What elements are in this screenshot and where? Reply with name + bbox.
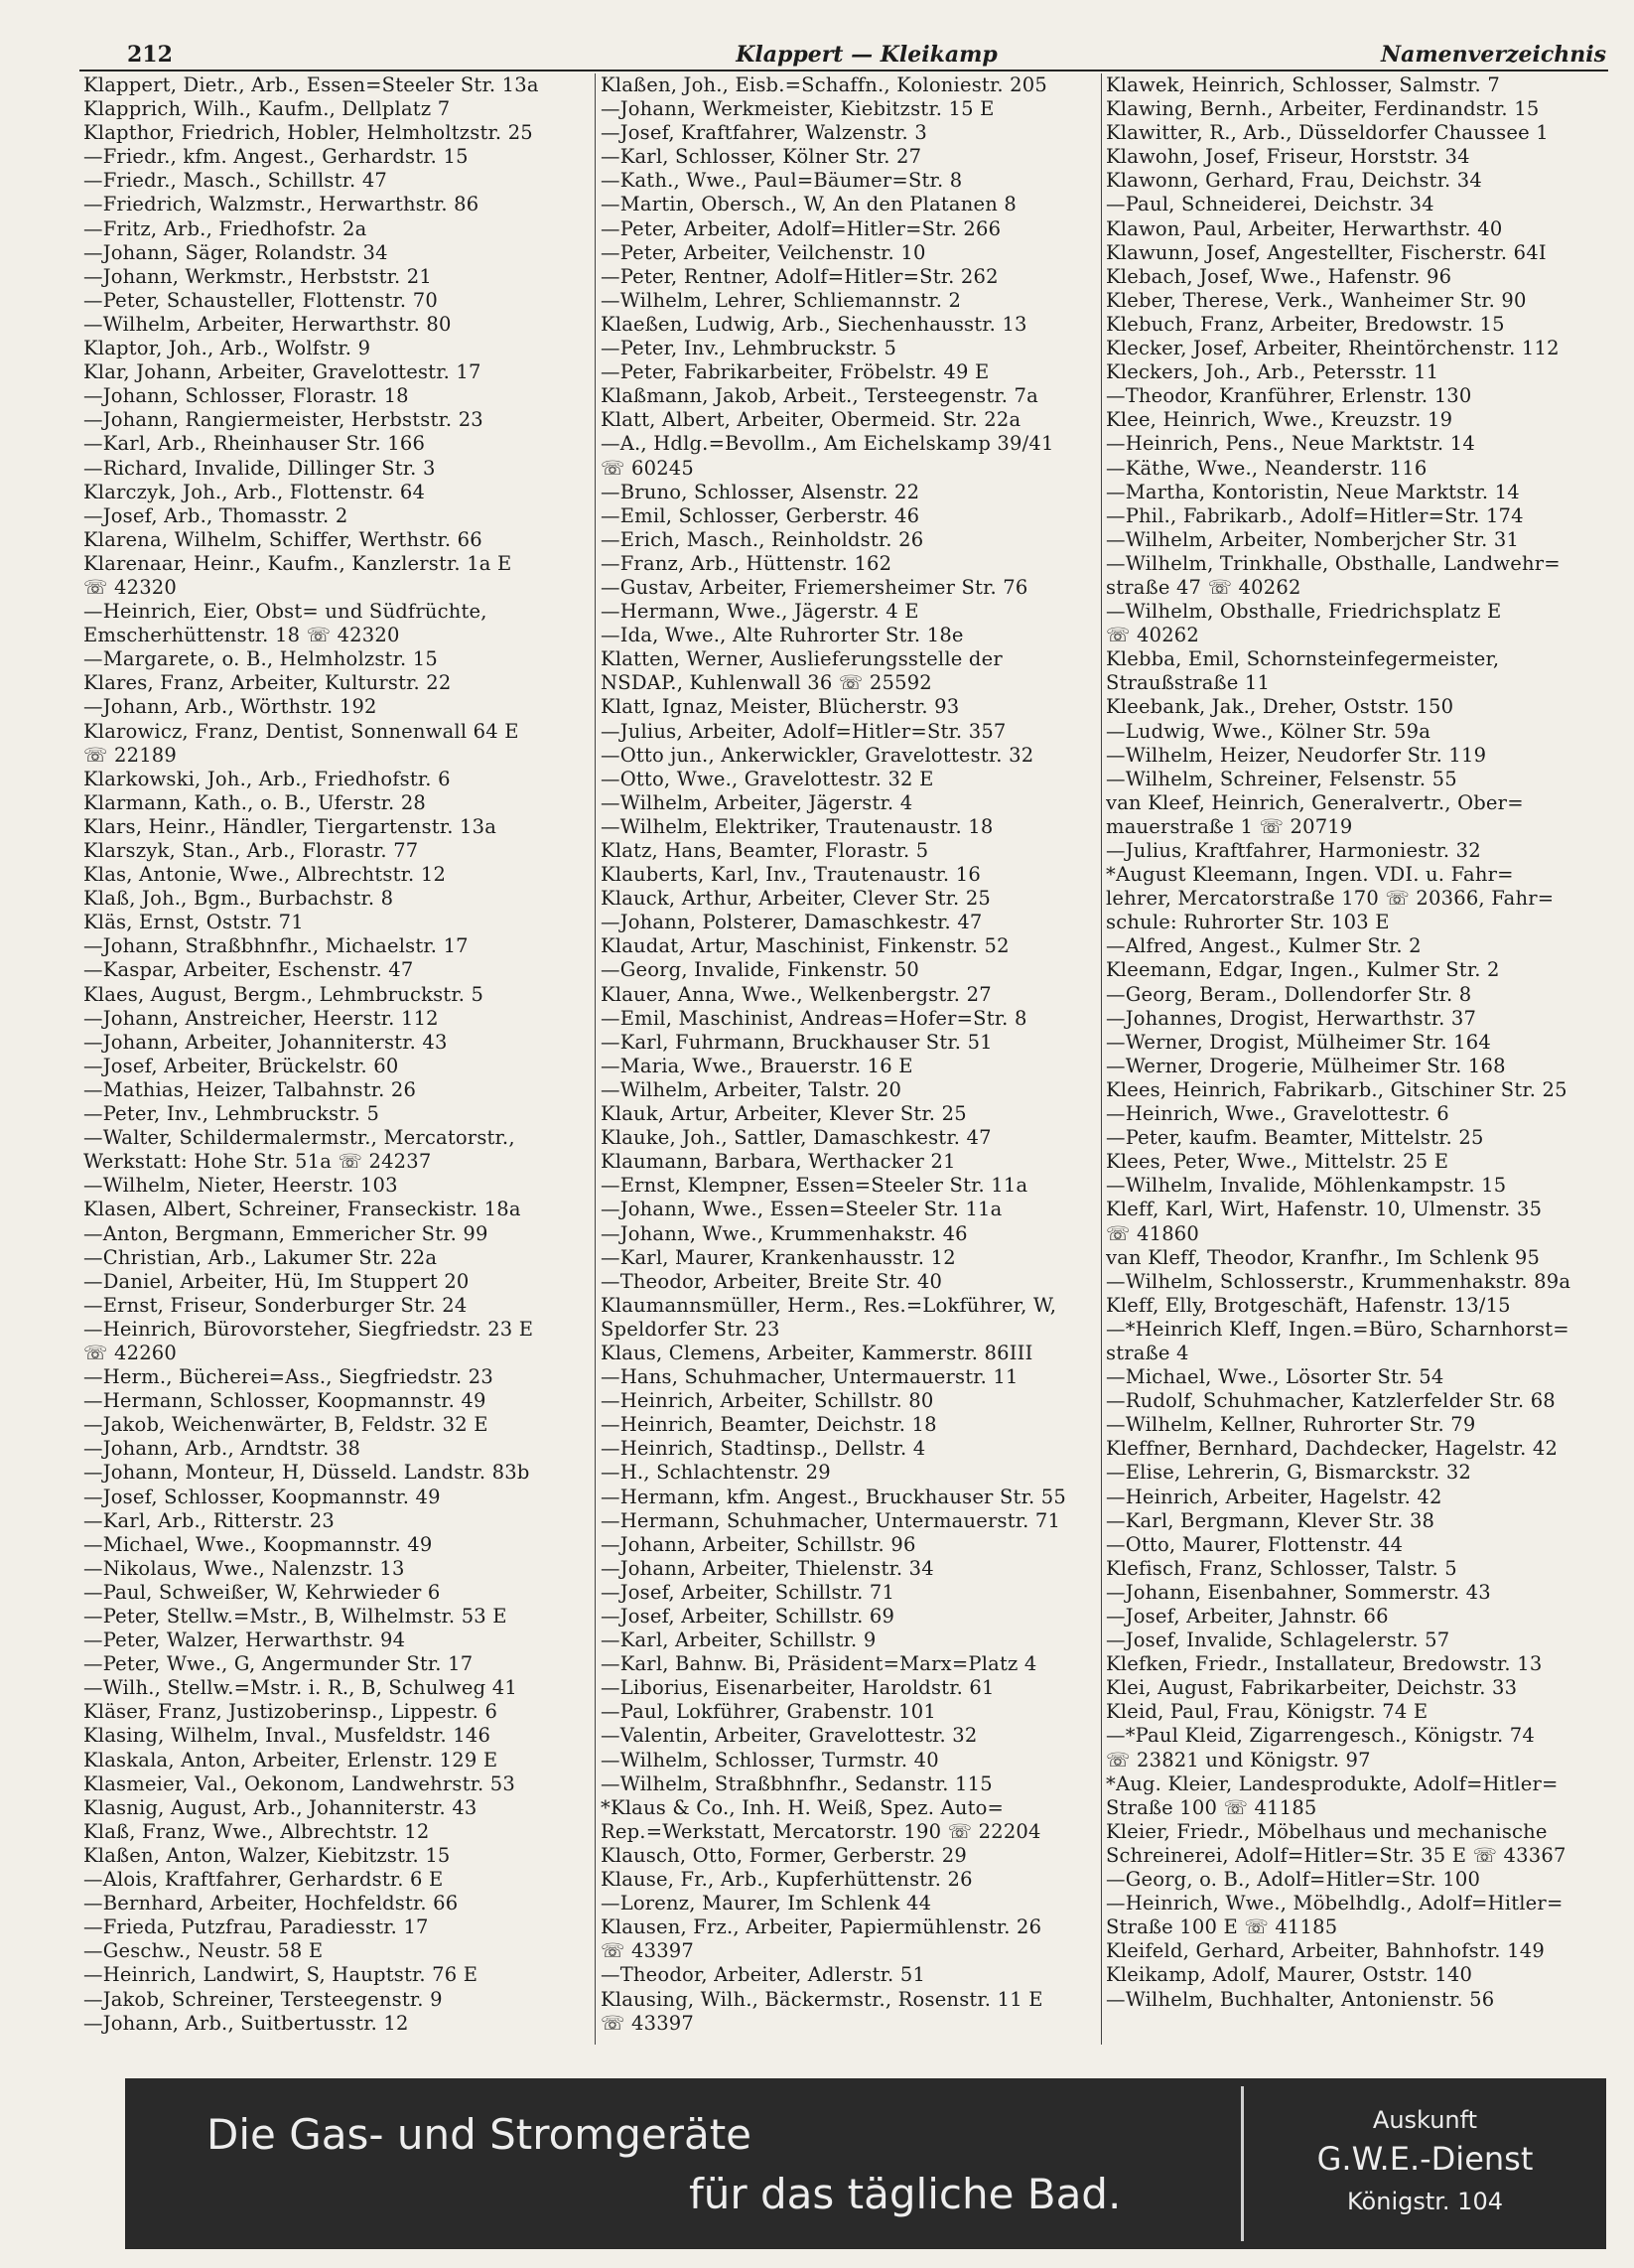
name-range: Klappert — Kleikamp [736, 42, 998, 68]
directory-entry: —Wilhelm, Trinkhalle, Obsthalle, Landwehr= [1106, 551, 1561, 575]
directory-entry: —Wilhelm, Buchhalter, Antonienstr. 56 [1106, 1987, 1495, 2011]
directory-entry: —Ida, Wwe., Alte Ruhrorter Str. 18e [601, 624, 964, 647]
directory-entry: —Jakob, Weichenwärter, B, Feldstr. 32 E [83, 1413, 488, 1437]
directory-entry: Klappert, Dietr., Arb., Essen=Steeler Str. 13a [83, 73, 539, 96]
directory-entry: Kleff, Karl, Wirt, Hafenstr. 10, Ulmenstr. 35 [1106, 1198, 1543, 1221]
directory-entry: —Hans, Schuhmacher, Untermauerstr. 11 [601, 1365, 1019, 1389]
directory-entry: Schreinerei, Adolf=Hitler=Str. 35 E ☏ 43367 [1106, 1843, 1566, 1867]
directory-entry: —Michael, Wwe., Lösorter Str. 54 [1106, 1365, 1444, 1389]
directory-entry: —H., Schlachtenstr. 29 [601, 1461, 831, 1485]
directory-entry: —Heinrich, Arbeiter, Schillstr. 80 [601, 1389, 934, 1413]
column-3 [1106, 73, 1614, 2050]
directory-entry: Klawohn, Josef, Friseur, Horststr. 34 [1106, 145, 1470, 169]
directory-entry: Klars, Heinr., Händler, Tiergartenstr. 13a [83, 814, 497, 838]
column-1 [83, 73, 588, 2050]
directory-entry: —Johann, Eisenbahner, Sommerstr. 43 [1106, 1580, 1491, 1604]
directory-entry: —Valentin, Arbeiter, Gravelottestr. 32 [601, 1724, 978, 1748]
ad-subline: für das tägliche Bad. [689, 2170, 1122, 2218]
directory-entry: —Georg, Invalide, Finkenstr. 50 [601, 958, 920, 982]
directory-entry: Klauck, Arthur, Arbeiter, Clever Str. 25 [601, 887, 992, 911]
directory-entry: —Josef, Invalide, Schlagelerstr. 57 [1106, 1629, 1450, 1652]
directory-entry: Klaeßen, Ludwig, Arb., Siechenhausstr. 13 [601, 312, 1027, 336]
directory-entry: —Käthe, Wwe., Neanderstr. 116 [1106, 456, 1428, 480]
directory-entry: Klauberts, Karl, Inv., Trautenaustr. 16 [601, 863, 981, 887]
directory-entry: *Klaus & Co., Inh. H. Weiß, Spez. Auto= [601, 1795, 1005, 1819]
directory-entry: —Bernhard, Arbeiter, Hochfeldstr. 66 [83, 1892, 459, 1915]
directory-entry: Klawek, Heinrich, Schlosser, Salmstr. 7 [1106, 73, 1500, 96]
directory-entry: ☏ 43397 [601, 2011, 695, 2035]
directory-entry: Klawitter, R., Arb., Düsseldorfer Chaussee 1 [1106, 121, 1549, 145]
directory-entry: Klebuch, Franz, Arbeiter, Bredowstr. 15 [1106, 312, 1505, 336]
directory-entry: —Rudolf, Schuhmacher, Katzlerfelder Str. 68 [1106, 1389, 1556, 1413]
directory-entry: Werkstatt: Hohe Str. 51a ☏ 24237 [83, 1150, 432, 1174]
directory-entry: —Theodor, Kranführer, Erlenstr. 130 [1106, 384, 1472, 408]
directory-entry: —Paul, Lokführer, Grabenstr. 101 [601, 1700, 936, 1724]
directory-entry: —Peter, Arbeiter, Veilchenstr. 10 [601, 240, 926, 264]
directory-entry: —Karl, Maurer, Krankenhausstr. 12 [601, 1245, 956, 1269]
directory-entry: Klasing, Wilhelm, Inval., Musfeldstr. 146 [83, 1724, 491, 1748]
directory-entry: —Johann, Arb., Wörthstr. 192 [83, 695, 377, 719]
advertisement-banner [125, 2078, 1606, 2249]
directory-entry: Klausen, Frz., Arbeiter, Papiermühlenstr. 26 [601, 1915, 1042, 1939]
directory-entry: Klas, Antonie, Wwe., Albrechtstr. 12 [83, 863, 447, 887]
directory-entry: —Johannes, Drogist, Herwarthstr. 37 [1106, 1006, 1477, 1030]
directory-entry: —Emil, Maschinist, Andreas=Hofer=Str. 8 [601, 1006, 1027, 1030]
directory-entry: —Jakob, Schreiner, Tersteegenstr. 9 [83, 1987, 443, 2011]
directory-entry: —Franz, Arb., Hüttenstr. 162 [601, 551, 892, 575]
directory-entry: —Heinrich, Wwe., Möbelhdlg., Adolf=Hitler= [1106, 1892, 1564, 1915]
directory-entry: Klauke, Joh., Sattler, Damaschkestr. 47 [601, 1126, 992, 1150]
directory-entry: —Josef, Schlosser, Koopmannstr. 49 [83, 1485, 441, 1508]
directory-entry: —Friedrich, Walzmstr., Herwarthstr. 86 [83, 193, 479, 216]
ad-service-name: G.W.E.-Dienst [1316, 2140, 1534, 2178]
directory-entry: Klarkowski, Joh., Arb., Friedhofstr. 6 [83, 767, 451, 790]
column-divider [595, 73, 596, 2045]
directory-entry: ☏ 43397 [601, 1939, 695, 1963]
column-2 [601, 73, 1095, 2050]
directory-entry: —Alois, Kraftfahrer, Gerhardstr. 6 E [83, 1868, 444, 1892]
directory-entry: —Herm., Bücherei=Ass., Siegfriedstr. 23 [83, 1365, 493, 1389]
directory-entry: ☏ 60245 [601, 456, 695, 480]
directory-entry: —A., Hdlg.=Bevollm., Am Eichelskamp 39/41 [601, 432, 1054, 456]
directory-entry: —Hermann, Schlosser, Koopmannstr. 49 [83, 1389, 486, 1413]
directory-entry: —Josef, Arbeiter, Brückelstr. 60 [83, 1054, 399, 1077]
directory-entry: —Karl, Bergmann, Klever Str. 38 [1106, 1508, 1435, 1532]
directory-entry: —Georg, o. B., Adolf=Hitler=Str. 100 [1106, 1868, 1481, 1892]
directory-entry: —Karl, Arbeiter, Schillstr. 9 [601, 1629, 877, 1652]
directory-entry: —Johann, Arbeiter, Thielenstr. 34 [601, 1556, 934, 1580]
directory-entry: Klaptor, Joh., Arb., Wolfstr. 9 [83, 337, 371, 360]
directory-entry: straße 47 ☏ 40262 [1106, 575, 1301, 599]
directory-entry: —Peter, Fabrikarbeiter, Fröbelstr. 49 E [601, 360, 990, 384]
directory-entry: —Phil., Fabrikarb., Adolf=Hitler=Str. 174 [1106, 503, 1524, 527]
directory-entry: —Johann, Rangiermeister, Herbststr. 23 [83, 408, 483, 432]
directory-entry: —Daniel, Arbeiter, Hü, Im Stuppert 20 [83, 1269, 470, 1293]
directory-entry: —Otto jun., Ankerwickler, Gravelottestr. 32 [601, 743, 1034, 767]
directory-entry: —Johann, Werkmstr., Herbststr. 21 [83, 264, 433, 288]
directory-entry: —Karl, Arb., Rheinhauser Str. 166 [83, 432, 426, 456]
directory-entry: —Johann, Polsterer, Damaschkestr. 47 [601, 911, 983, 934]
directory-entry: Klefisch, Franz, Schlosser, Talstr. 5 [1106, 1556, 1457, 1580]
directory-entry: —Lorenz, Maurer, Im Schlenk 44 [601, 1892, 932, 1915]
directory-entry: —Otto, Maurer, Flottenstr. 44 [1106, 1532, 1404, 1556]
directory-entry: —Josef, Arbeiter, Jahnstr. 66 [1106, 1605, 1389, 1628]
directory-entry: Klatten, Werner, Auslieferungsstelle der [601, 647, 1003, 671]
directory-entry: —Otto, Wwe., Gravelottestr. 32 E [601, 767, 934, 790]
directory-entry: —Johann, Anstreicher, Heerstr. 112 [83, 1006, 439, 1030]
directory-entry: —Peter, Walzer, Herwarthstr. 94 [83, 1629, 406, 1652]
directory-entry: —Karl, Arb., Ritterstr. 23 [83, 1508, 336, 1532]
directory-entry: Klecker, Josef, Arbeiter, Rheintörchenstr. 112 [1106, 337, 1560, 360]
ad-headline: Die Gas- und Stromgeräte [206, 2110, 752, 2159]
directory-entry: ☏ 41860 [1106, 1221, 1200, 1245]
directory-entry: —Josef, Kraftfahrer, Walzenstr. 3 [601, 121, 927, 145]
directory-entry: Straußstraße 11 [1106, 671, 1271, 695]
directory-entry: Klauer, Anna, Wwe., Welkenbergstr. 27 [601, 982, 992, 1006]
directory-entry: —Heinrich, Pens., Neue Marktstr. 14 [1106, 432, 1475, 456]
directory-entry: —Hermann, Wwe., Jägerstr. 4 E [601, 600, 919, 624]
directory-entry: —Johann, Arb., Arndtstr. 38 [83, 1437, 361, 1461]
directory-entry: —Werner, Drogerie, Mülheimer Str. 168 [1106, 1054, 1506, 1077]
directory-entry: Klauk, Artur, Arbeiter, Klever Str. 25 [601, 1102, 967, 1126]
directory-entry: —*Paul Kleid, Zigarrengesch., Königstr. 74 [1106, 1724, 1536, 1748]
directory-entry: —Gustav, Arbeiter, Friemersheimer Str. 76 [601, 575, 1028, 599]
directory-entry: —Bruno, Schlosser, Alsenstr. 22 [601, 480, 920, 503]
directory-entry: —Mathias, Heizer, Talbahnstr. 26 [83, 1077, 417, 1101]
directory-entry: —Wilhelm, Schlosser, Turmstr. 40 [601, 1748, 939, 1772]
directory-entry: Kläs, Ernst, Oststr. 71 [83, 911, 304, 934]
directory-entry: —Richard, Invalide, Dillinger Str. 3 [83, 456, 436, 480]
directory-entry: van Kleff, Theodor, Kranfhr., Im Schlenk 95 [1106, 1245, 1541, 1269]
directory-entry: van Kleef, Heinrich, Generalvertr., Ober= [1106, 790, 1524, 814]
directory-entry: Klawonn, Gerhard, Frau, Deichstr. 34 [1106, 169, 1482, 193]
directory-entry: —Ernst, Klempner, Essen=Steeler Str. 11a [601, 1174, 1028, 1198]
directory-entry: —Wilhelm, Lehrer, Schliemannstr. 2 [601, 288, 962, 312]
directory-entry: —Wilhelm, Obsthalle, Friedrichsplatz E [1106, 600, 1502, 624]
directory-entry: ☏ 42320 [83, 575, 178, 599]
directory-entry: Kleckers, Joh., Arb., Petersstr. 11 [1106, 360, 1439, 384]
directory-entry: Klaßen, Joh., Eisb.=Schaffn., Koloniestr. 205 [601, 73, 1047, 96]
directory-entry: —Kaspar, Arbeiter, Eschenstr. 47 [83, 958, 414, 982]
directory-entry: —Werner, Drogist, Mülheimer Str. 164 [1106, 1030, 1491, 1054]
directory-entry: —Michael, Wwe., Koopmannstr. 49 [83, 1532, 433, 1556]
page-number: 212 [127, 42, 173, 68]
section-title: Namenverzeichnis [1381, 42, 1606, 68]
directory-entry: Rep.=Werkstatt, Mercatorstr. 190 ☏ 22204 [601, 1819, 1041, 1843]
directory-entry: —Emil, Schlosser, Gerberstr. 46 [601, 503, 920, 527]
directory-entry: Emscherhüttenstr. 18 ☏ 42320 [83, 624, 400, 647]
directory-entry: —Walter, Schildermalermstr., Mercatorstr., [83, 1126, 515, 1150]
directory-entry: Klatz, Hans, Beamter, Florastr. 5 [601, 839, 929, 862]
directory-entry: —Karl, Bahnw. Bi, Präsident=Marx=Platz 4 [601, 1652, 1037, 1676]
directory-entry: —Wilhelm, Arbeiter, Nomberjcher Str. 31 [1106, 527, 1520, 551]
directory-entry: —Heinrich, Eier, Obst= und Südfrüchte, [83, 600, 487, 624]
directory-entry: Kleikamp, Adolf, Maurer, Oststr. 140 [1106, 1963, 1473, 1987]
directory-entry: —Liborius, Eisenarbeiter, Haroldstr. 61 [601, 1676, 995, 1700]
directory-entry: —Heinrich, Stadtinsp., Dellstr. 4 [601, 1437, 926, 1461]
directory-entry: —Wilhelm, Schreiner, Felsenstr. 55 [1106, 767, 1457, 790]
directory-entry: Kläser, Franz, Justizoberinsp., Lippestr. 6 [83, 1700, 498, 1724]
directory-entry: Klausch, Otto, Former, Gerberstr. 29 [601, 1843, 968, 1867]
directory-entry: —Johann, Wwe., Krummenhakstr. 46 [601, 1221, 968, 1245]
directory-entry: Klawon, Paul, Arbeiter, Herwarthstr. 40 [1106, 216, 1503, 240]
directory-entry: Klaskala, Anton, Arbeiter, Erlenstr. 129 E [83, 1748, 498, 1772]
directory-entry: —Julius, Kraftfahrer, Harmoniestr. 32 [1106, 839, 1481, 862]
directory-entry: —Anton, Bergmann, Emmericher Str. 99 [83, 1221, 488, 1245]
directory-entry: Klausing, Wilh., Bäckermstr., Rosenstr. 11 E [601, 1987, 1043, 2011]
directory-entry: Kleebank, Jak., Dreher, Oststr. 150 [1106, 695, 1454, 719]
directory-entry: Klarszyk, Stan., Arb., Florastr. 77 [83, 839, 419, 862]
directory-entry: —Paul, Schneiderei, Deichstr. 34 [1106, 193, 1434, 216]
directory-entry: Klatt, Albert, Arbeiter, Obermeid. Str. 22a [601, 408, 1021, 432]
directory-entry: Klause, Fr., Arb., Kupferhüttenstr. 26 [601, 1868, 973, 1892]
directory-entry: —Johann, Werkmeister, Kiebitzstr. 15 E [601, 97, 995, 121]
directory-entry: NSDAP., Kuhlenwall 36 ☏ 25592 [601, 671, 932, 695]
directory-entry: Kleffner, Bernhard, Dachdecker, Hagelstr. 42 [1106, 1437, 1559, 1461]
directory-entry: —Johann, Arb., Suitbertusstr. 12 [83, 2011, 409, 2035]
directory-entry: Kleifeld, Gerhard, Arbeiter, Bahnhofstr. 149 [1106, 1939, 1545, 1963]
directory-entry: straße 4 [1106, 1341, 1189, 1364]
directory-entry: Klei, August, Fabrikarbeiter, Deichstr. 33 [1106, 1676, 1518, 1700]
directory-entry: —Johann, Straßbhnfhr., Michaelstr. 17 [83, 934, 469, 958]
directory-entry: lehrer, Mercatorstraße 170 ☏ 20366, Fahr= [1106, 887, 1555, 911]
directory-entry: —Johann, Arbeiter, Johanniterstr. 43 [83, 1030, 448, 1054]
column-divider [1101, 73, 1102, 2045]
directory-entry: —Wilhelm, Arbeiter, Herwarthstr. 80 [83, 312, 452, 336]
directory-entry: Straße 100 E ☏ 41185 [1106, 1915, 1338, 1939]
directory-entry: Speldorfer Str. 23 [601, 1317, 780, 1341]
directory-entry: —Erich, Masch., Reinholdstr. 26 [601, 527, 924, 551]
directory-entry: Klarenaar, Heinr., Kaufm., Kanzlerstr. 1a E [83, 551, 512, 575]
directory-entry: Klarmann, Kath., o. B., Uferstr. 28 [83, 790, 427, 814]
directory-entry: Klapthor, Friedrich, Hobler, Helmholtzstr. 25 [83, 121, 533, 145]
directory-entry: Klasen, Albert, Schreiner, Franseckistr. 18a [83, 1198, 521, 1221]
directory-entry: *Aug. Kleier, Landesprodukte, Adolf=Hitler= [1106, 1772, 1559, 1795]
directory-entry: —Theodor, Arbeiter, Breite Str. 40 [601, 1269, 943, 1293]
directory-entry: —Georg, Beram., Dollendorfer Str. 8 [1106, 982, 1472, 1006]
directory-entry: Straße 100 ☏ 41185 [1106, 1795, 1317, 1819]
directory-entry: Klarena, Wilhelm, Schiffer, Werthstr. 66 [83, 527, 482, 551]
directory-entry: —Fritz, Arb., Friedhofstr. 2a [83, 216, 367, 240]
directory-entry: Klebach, Josef, Wwe., Hafenstr. 96 [1106, 264, 1452, 288]
directory-entry: Klaßen, Anton, Walzer, Kiebitzstr. 15 [83, 1843, 451, 1867]
directory-entry: —Peter, Stellw.=Mstr., B, Wilhelmstr. 53 E [83, 1605, 507, 1628]
directory-entry: —Johann, Monteur, H, Düsseld. Landstr. 83b [83, 1461, 530, 1485]
directory-entry: Klaes, August, Bergm., Lehmbruckstr. 5 [83, 982, 484, 1006]
directory-entry: —Alfred, Angest., Kulmer Str. 2 [1106, 934, 1422, 958]
directory-entry: Klees, Peter, Wwe., Mittelstr. 25 E [1106, 1150, 1449, 1174]
directory-entry: Klaß, Franz, Wwe., Albrechtstr. 12 [83, 1819, 430, 1843]
directory-entry: —Paul, Schweißer, W, Kehrwieder 6 [83, 1580, 441, 1604]
directory-entry: —Wilhelm, Arbeiter, Jägerstr. 4 [601, 790, 913, 814]
directory-entry: —Johann, Wwe., Essen=Steeler Str. 11a [601, 1198, 1003, 1221]
directory-entry: —Martin, Obersch., W, An den Platanen 8 [601, 193, 1018, 216]
directory-entry: Klaß, Joh., Bgm., Burbachstr. 8 [83, 887, 394, 911]
directory-entry: —Peter, Rentner, Adolf=Hitler=Str. 262 [601, 264, 999, 288]
page-header [127, 38, 1606, 70]
directory-entry: mauerstraße 1 ☏ 20719 [1106, 814, 1353, 838]
directory-entry: —Friedr., kfm. Angest., Gerhardstr. 15 [83, 145, 469, 169]
directory-entry: —Josef, Arbeiter, Schillstr. 69 [601, 1605, 895, 1628]
directory-entry: Kleier, Friedr., Möbelhaus und mechanische [1106, 1819, 1548, 1843]
directory-entry: Klasmeier, Val., Oekonom, Landwehrstr. 53 [83, 1772, 516, 1795]
directory-entry: Klawunn, Josef, Angestellter, Fischerstr. 64I [1106, 240, 1547, 264]
directory-entry: Klaudat, Artur, Maschinist, Finkenstr. 52 [601, 934, 1010, 958]
directory-entry: —Nikolaus, Wwe., Nalenzstr. 13 [83, 1556, 405, 1580]
directory-entry: —Heinrich, Landwirt, S, Hauptstr. 76 E [83, 1963, 478, 1987]
ad-address: Königstr. 104 [1347, 2188, 1503, 2215]
directory-entry: —Frieda, Putzfrau, Paradiesstr. 17 [83, 1915, 429, 1939]
directory-entry: —Peter, Arbeiter, Adolf=Hitler=Str. 266 [601, 216, 1002, 240]
directory-entry: —Heinrich, Bürovorsteher, Siegfriedstr. 23 E [83, 1317, 534, 1341]
directory-entry: Klarowicz, Franz, Dentist, Sonnenwall 64 E [83, 719, 519, 743]
directory-entry: —Johann, Säger, Rolandstr. 34 [83, 240, 388, 264]
directory-entry: —Peter, kaufm. Beamter, Mittelstr. 25 [1106, 1126, 1484, 1150]
directory-entry: —*Heinrich Kleff, Ingen.=Büro, Scharnhorst= [1106, 1317, 1569, 1341]
ad-info-label: Auskunft [1372, 2106, 1478, 2134]
directory-entry: Klaßmann, Jakob, Arbeit., Tersteegenstr. 7a [601, 384, 1038, 408]
directory-entry: —Josef, Arbeiter, Schillstr. 71 [601, 1580, 895, 1604]
directory-entry: —Heinrich, Beamter, Deichstr. 18 [601, 1413, 937, 1437]
directory-entry: —Wilhelm, Heizer, Neudorfer Str. 119 [1106, 743, 1487, 767]
directory-entry: Klee, Heinrich, Wwe., Kreuzstr. 19 [1106, 408, 1453, 432]
directory-entry: Kleid, Paul, Frau, Königstr. 74 E [1106, 1700, 1429, 1724]
directory-entry: —Hermann, kfm. Angest., Bruckhauser Str. 55 [601, 1485, 1066, 1508]
directory-entry: —Wilhelm, Kellner, Ruhrorter Str. 79 [1106, 1413, 1476, 1437]
directory-entry: ☏ 42260 [83, 1341, 178, 1364]
directory-entry: —Karl, Schlosser, Kölner Str. 27 [601, 145, 922, 169]
directory-entry: Klatt, Ignaz, Meister, Blücherstr. 93 [601, 695, 960, 719]
directory-entry: —Ludwig, Wwe., Kölner Str. 59a [1106, 719, 1431, 743]
directory-entry: Klar, Johann, Arbeiter, Gravelottestr. 17 [83, 360, 481, 384]
directory-entry: Klapprich, Wilh., Kaufm., Dellplatz 7 [83, 97, 451, 121]
directory-entry: —Maria, Wwe., Brauerstr. 16 E [601, 1054, 913, 1077]
directory-entry: —Margarete, o. B., Helmholzstr. 15 [83, 647, 438, 671]
directory-entry: Kleff, Elly, Brotgeschäft, Hafenstr. 13/15 [1106, 1293, 1511, 1317]
directory-entry: —Wilh., Stellw.=Mstr. i. R., B, Schulweg 41 [83, 1676, 517, 1700]
directory-entry: Klefken, Friedr., Installateur, Bredowstr. 13 [1106, 1652, 1543, 1676]
directory-entry: —Wilhelm, Straßbhnfhr., Sedanstr. 115 [601, 1772, 993, 1795]
directory-entry: —Peter, Wwe., G, Angermunder Str. 17 [83, 1652, 474, 1676]
directory-entry: Klebba, Emil, Schornsteinfegermeister, [1106, 647, 1500, 671]
directory-entry: ☏ 40262 [1106, 624, 1200, 647]
directory-entry: *August Kleemann, Ingen. VDI. u. Fahr= [1106, 863, 1514, 887]
directory-entry: Klarczyk, Joh., Arb., Flottenstr. 64 [83, 480, 426, 503]
directory-entry: —Johann, Arbeiter, Schillstr. 96 [601, 1532, 916, 1556]
directory-entry: Klaus, Clemens, Arbeiter, Kammerstr. 86III [601, 1341, 1033, 1364]
directory-entry: ☏ 23821 und Königstr. 97 [1106, 1748, 1371, 1772]
directory-entry: —Wilhelm, Nieter, Heerstr. 103 [83, 1174, 398, 1198]
directory-entry: —Wilhelm, Invalide, Möhlenkampstr. 15 [1106, 1174, 1507, 1198]
directory-entry: Kleemann, Edgar, Ingen., Kulmer Str. 2 [1106, 958, 1500, 982]
header-rule [79, 70, 1608, 71]
directory-entry: —Johann, Schlosser, Florastr. 18 [83, 384, 409, 408]
directory-entry: —Wilhelm, Schlosserstr., Krummenhakstr. 89a [1106, 1269, 1571, 1293]
directory-entry: —Karl, Fuhrmann, Bruckhauser Str. 51 [601, 1030, 993, 1054]
directory-entry: —Wilhelm, Arbeiter, Talstr. 20 [601, 1077, 902, 1101]
directory-entry: Kleber, Therese, Verk., Wanheimer Str. 90 [1106, 288, 1527, 312]
directory-entry: Klaumann, Barbara, Werthacker 21 [601, 1150, 956, 1174]
directory-entry: —Geschw., Neustr. 58 E [83, 1939, 324, 1963]
directory-entry: —Christian, Arb., Lakumer Str. 22a [83, 1245, 438, 1269]
directory-entry: —Wilhelm, Elektriker, Trautenaustr. 18 [601, 814, 994, 838]
directory-entry: —Hermann, Schuhmacher, Untermauerstr. 71 [601, 1508, 1061, 1532]
directory-entry: —Julius, Arbeiter, Adolf=Hitler=Str. 357 [601, 719, 1007, 743]
directory-entry: —Martha, Kontoristin, Neue Marktstr. 14 [1106, 480, 1520, 503]
directory-entry: —Kath., Wwe., Paul=Bäumer=Str. 8 [601, 169, 963, 193]
directory-entry: Klaumannsmüller, Herm., Res.=Lokführer, W, [601, 1293, 1057, 1317]
directory-entry: —Heinrich, Wwe., Gravelottestr. 6 [1106, 1102, 1449, 1126]
directory-entry: —Heinrich, Arbeiter, Hagelstr. 42 [1106, 1485, 1442, 1508]
directory-entry: —Elise, Lehrerin, G, Bismarckstr. 32 [1106, 1461, 1472, 1485]
directory-entry: —Ernst, Friseur, Sonderburger Str. 24 [83, 1293, 468, 1317]
directory-entry: —Peter, Schausteller, Flottenstr. 70 [83, 288, 438, 312]
directory-entry: —Friedr., Masch., Schillstr. 47 [83, 169, 388, 193]
directory-entry: Klawing, Bernh., Arbeiter, Ferdinandstr. 15 [1106, 97, 1540, 121]
directory-entry: Klees, Heinrich, Fabrikarb., Gitschiner Str. 25 [1106, 1077, 1567, 1101]
directory-entry: —Josef, Arb., Thomasstr. 2 [83, 503, 348, 527]
directory-entry: Klares, Franz, Arbeiter, Kulturstr. 22 [83, 671, 452, 695]
directory-entry: —Peter, Inv., Lehmbruckstr. 5 [601, 337, 897, 360]
directory-entry: ☏ 22189 [83, 743, 178, 767]
directory-entry: —Theodor, Arbeiter, Adlerstr. 51 [601, 1963, 926, 1987]
directory-entry: Klasnig, August, Arb., Johanniterstr. 43 [83, 1795, 477, 1819]
directory-entry: —Peter, Inv., Lehmbruckstr. 5 [83, 1102, 380, 1126]
directory-entry: schule: Ruhrorter Str. 103 E [1106, 911, 1390, 934]
